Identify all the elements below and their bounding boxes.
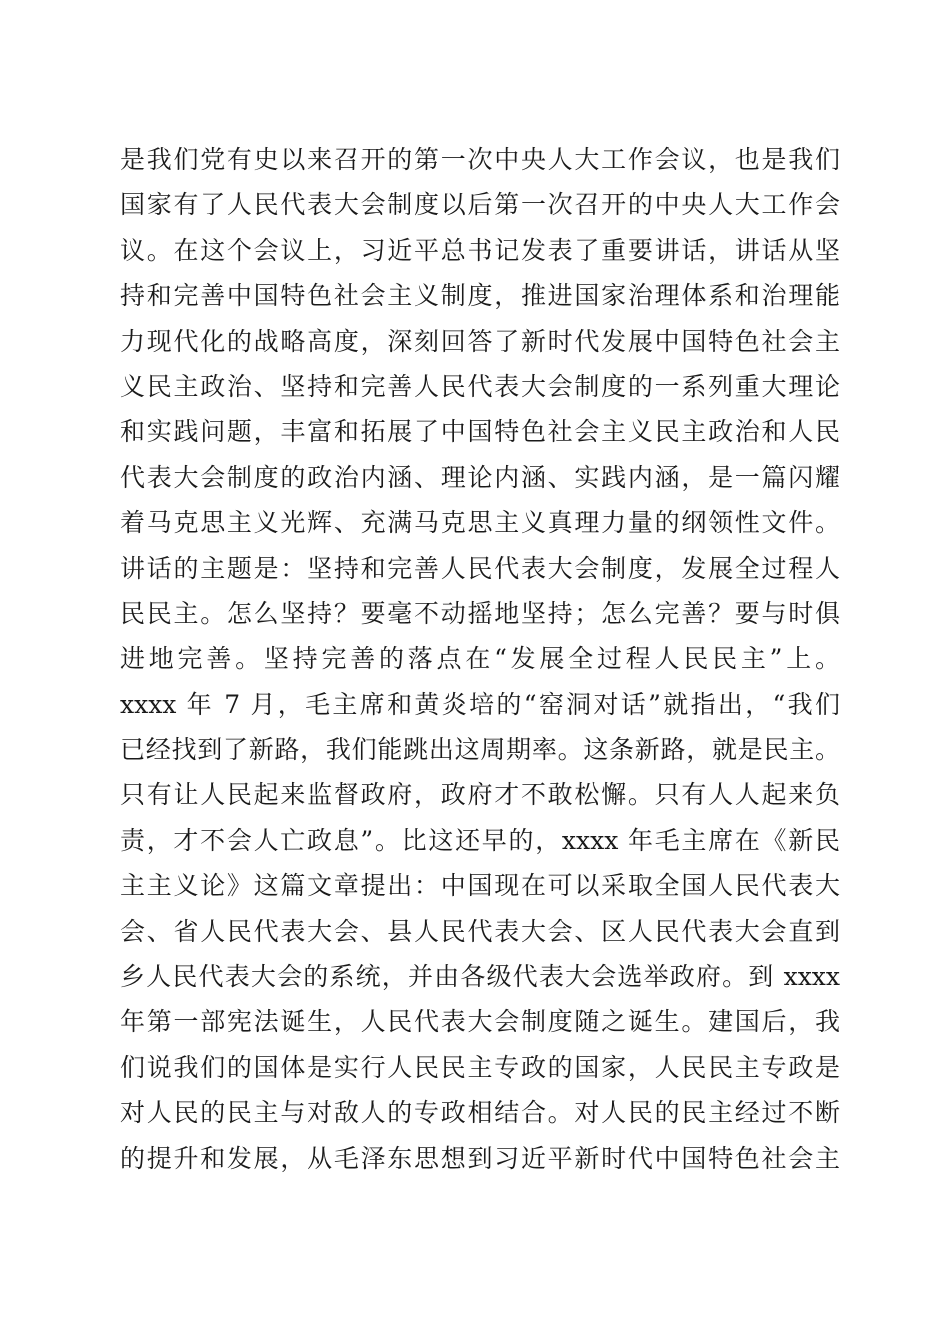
text-line: 们说我们的国体是实行人民民主专政的国家，人民民主专政是 <box>120 1052 840 1082</box>
text-line: 和实践问题，丰富和拓展了中国特色社会主义民主政治和人民 <box>120 417 840 447</box>
text-line: 着马克思主义光辉、充满马克思主义真理力量的纲领性文件。 <box>120 508 840 538</box>
text-line: 讲话的主题是：坚持和完善人民代表大会制度，发展全过程人 <box>120 553 840 583</box>
text-line: 义民主政治、坚持和完善人民代表大会制度的一系列重大理论 <box>120 371 840 401</box>
text-line: 年第一部宪法诞生，人民代表大会制度随之诞生。建国后，我 <box>120 1007 840 1037</box>
text-line: 主主义论》这篇文章提出：中国现在可以采取全国人民代表大 <box>120 871 840 901</box>
text-line: 的提升和发展，从毛泽东思想到习近平新时代中国特色社会主 <box>120 1143 840 1173</box>
text-line: 会、省人民代表大会、县人民代表大会、区人民代表大会直到 <box>120 916 840 946</box>
text-line: 议。在这个会议上，习近平总书记发表了重要讲话，讲话从坚 <box>120 235 840 265</box>
text-line: 只有让人民起来监督政府，政府才不敢松懈。只有人人起来负 <box>120 780 840 810</box>
text-line: 民民主。怎么坚持？要毫不动摇地坚持；怎么完善？要与时俱 <box>120 598 840 628</box>
text-line: 进地完善。坚持完善的落点在“发展全过程人民民主”上。 <box>120 644 840 674</box>
text-line: xxxx 年 7 月，毛主席和黄炎培的“窑洞对话”就指出，“我们 <box>120 689 840 719</box>
text-line: 代表大会制度的政治内涵、理论内涵、实践内涵，是一篇闪耀 <box>120 462 840 492</box>
text-line: 国家有了人民代表大会制度以后第一次召开的中央人大工作会 <box>120 190 840 220</box>
text-line: 乡人民代表大会的系统，并由各级代表大会选举政府。到 xxxx <box>120 962 840 992</box>
text-line: 责，才不会人亡政息”。比这还早的，xxxx 年毛主席在《新民 <box>120 825 840 855</box>
text-line: 是我们党有史以来召开的第一次中央人大工作会议，也是我们 <box>120 145 840 174</box>
text-line: 持和完善中国特色社会主义制度，推进国家治理体系和治理能 <box>120 281 840 311</box>
text-line: 力现代化的战略高度，深刻回答了新时代发展中国特色社会主 <box>120 326 840 356</box>
text-line: 已经找到了新路，我们能跳出这周期率。这条新路，就是民主。 <box>120 735 840 765</box>
body-text <box>120 137 840 1181</box>
text-line: 对人民的民主与对敌人的专政相结合。对人民的民主经过不断 <box>120 1098 840 1128</box>
